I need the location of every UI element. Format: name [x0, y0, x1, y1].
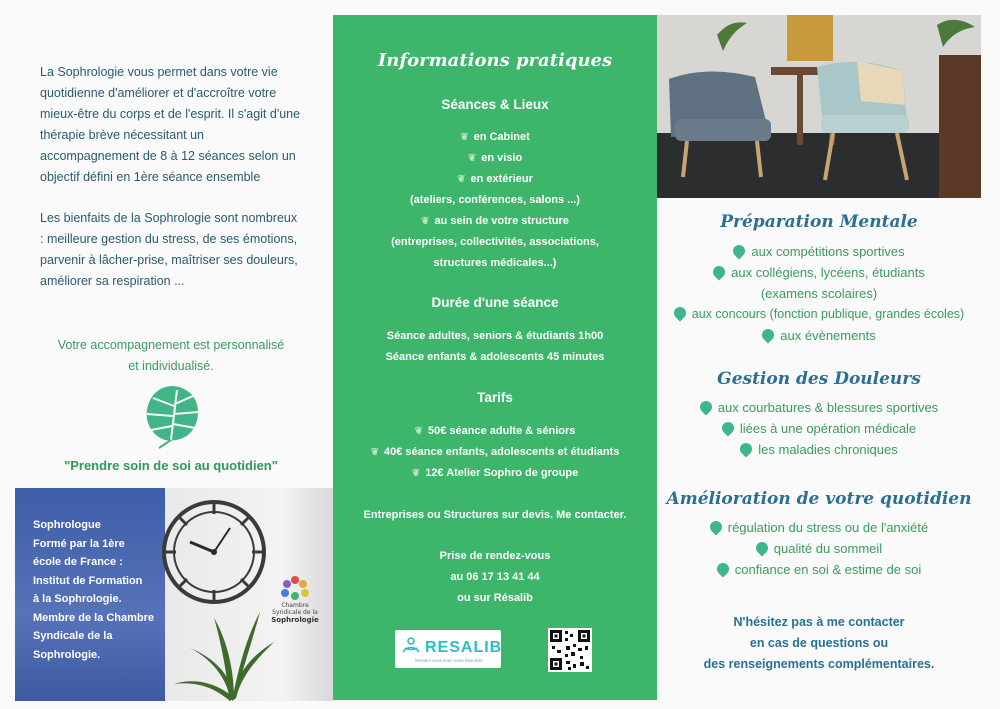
- armchairs-photo: [657, 15, 981, 198]
- seance-label: en extérieur: [470, 173, 533, 185]
- tarif-label: 40€ séance enfants, adolescents et étudiants: [384, 446, 620, 458]
- personalized-line-2: et individualisé.: [128, 359, 214, 373]
- entreprises-note: Entreprises ou Structures sur devis. Me contacter.: [363, 509, 627, 521]
- phone-number[interactable]: au 06 17 13 41 44: [450, 571, 540, 583]
- armchairs-illustration: [657, 15, 981, 198]
- douleur-label: aux courbatures & blessures sportives: [717, 400, 939, 415]
- seance-label: en Cabinet: [473, 131, 530, 143]
- tagline-quote: "Prendre soin de soi au quotidien": [64, 458, 278, 473]
- duree-item: Séance enfants & adolescents 45 minutes: [385, 351, 605, 363]
- seance-detail: (entreprises, collectivités, associations,: [391, 236, 599, 248]
- credential-line: Membre de la Chambre: [33, 611, 155, 624]
- qr-code-icon[interactable]: [548, 628, 592, 672]
- leaf-icon: [711, 264, 728, 281]
- leaf-icon: [697, 399, 714, 416]
- seance-detail: structures médicales...): [433, 257, 557, 269]
- quotidien-item: [657, 559, 981, 580]
- contact-line: des renseignements complémentaires.: [703, 657, 935, 671]
- seances-title: Séances & Lieux: [441, 97, 549, 112]
- cabinet-photo: [15, 488, 333, 701]
- douleur-item: [657, 397, 981, 418]
- douleurs-title: Gestion des Douleurs: [717, 369, 921, 389]
- leaf-icon: ❦: [421, 216, 430, 227]
- credential-line: école de France :: [33, 556, 123, 568]
- douleur-label: les maladies chroniques: [758, 442, 898, 457]
- chambre-syndicale-logo: [265, 566, 325, 626]
- prep-title: Préparation Mentale: [720, 212, 918, 232]
- prep-label: aux concours (fonction publique, grandes écoles): [691, 307, 965, 321]
- duree-item: Séance adultes, seniors & étudiants 1h00: [386, 330, 604, 342]
- leaf-icon: ❦: [370, 447, 379, 458]
- seance-item: [333, 148, 657, 169]
- prep-item: [657, 241, 981, 262]
- rdv-line: Prise de rendez-vous: [439, 550, 551, 562]
- prep-label: aux évènements: [780, 328, 876, 343]
- seance-item: [333, 169, 657, 190]
- prep-label: aux collégiens, lycéens, étudiants: [731, 265, 925, 280]
- leaf-icon: ❦: [457, 174, 466, 185]
- quotidien-item: [657, 517, 981, 538]
- duree-title: Durée d'une séance: [431, 295, 559, 310]
- resalib-wordmark: RESALIB: [425, 639, 503, 656]
- seance-label: au sein de votre structure: [434, 215, 569, 227]
- personalized-note: [40, 335, 302, 377]
- quotidien-label: confiance en soi & estime de soi: [734, 562, 922, 577]
- tarifs-title: Tarifs: [477, 390, 513, 405]
- leaf-icon: [760, 327, 777, 344]
- douleur-item: [657, 439, 981, 460]
- contact-line: en cas de questions ou: [749, 636, 889, 650]
- credential-line: Sophrologie.: [33, 648, 101, 661]
- leaf-icon: [738, 441, 755, 458]
- wall-clock-icon: [160, 498, 268, 606]
- tarif-label: 12€ Atelier Sophro de groupe: [425, 467, 579, 479]
- prep-item: [657, 325, 981, 346]
- logo-text: Sophrologie: [271, 616, 319, 624]
- credential-line: Formé par la 1ère: [33, 537, 125, 550]
- tarif-item: [333, 442, 657, 463]
- prep-detail: (examens scolaires): [760, 286, 878, 301]
- leaf-icon: ❦: [411, 468, 421, 479]
- logo-text: Syndicale de la: [272, 609, 318, 616]
- tarif-item: [333, 421, 657, 442]
- quotidien-label: qualité du sommeil: [773, 541, 883, 556]
- resalib-tagline: Rendez-vous avec votre bien-être: [415, 658, 483, 663]
- sophrologist-credentials: [33, 516, 163, 664]
- logo-text: Chambre: [281, 602, 309, 609]
- left-panel: [0, 0, 335, 709]
- douleur-label: liées à une opération médicale: [739, 421, 917, 436]
- info-panel: [333, 15, 657, 700]
- resalib-logo[interactable]: [395, 630, 501, 668]
- leaf-icon: [714, 561, 731, 578]
- leaf-icon: [719, 420, 736, 437]
- douleur-item: [657, 418, 981, 439]
- prep-item: [657, 304, 981, 325]
- seance-item: [333, 211, 657, 232]
- credential-line: Sophrologue: [33, 519, 101, 531]
- tarif-item: [333, 463, 657, 484]
- prep-label: aux compétitions sportives: [751, 244, 905, 259]
- intro-paragraph: La Sophrologie vous permet dans votre vie quotidienne d'améliorer et d'accroître votre mieux-être du corps et de l'esprit. Il s'agit d'une thérapie brève nécessitant un accompagnement de 8 à 12 séances selon un objectif défini en 1ère séance ensemble: [40, 65, 301, 184]
- quotidien-item: [657, 538, 981, 559]
- contact-invitation: [657, 612, 981, 675]
- credential-line: à la Sophrologie.: [33, 593, 122, 605]
- seance-item: [333, 127, 657, 148]
- prep-item: [657, 262, 981, 283]
- info-title: Informations pratiques: [377, 50, 613, 71]
- quotidien-title: Amélioration de votre quotidien: [666, 489, 972, 509]
- contact-line: N'hésitez pas à me contacter: [733, 615, 905, 629]
- seance-detail: (ateliers, conférences, salons ...): [410, 194, 580, 206]
- personalized-line-1: Votre accompagnement est personnalisé: [57, 338, 285, 352]
- leaf-icon: ❦: [460, 132, 469, 143]
- leaf-icon: [707, 519, 724, 536]
- quotidien-label: régulation du stress ou de l'anxiété: [727, 520, 929, 535]
- resalib-lotus-icon: [401, 636, 421, 656]
- leaf-icon: [671, 305, 688, 322]
- rdv-line: ou sur Résalib: [457, 592, 533, 604]
- monstera-leaf-icon: [143, 382, 203, 450]
- seance-label: en visio: [481, 152, 523, 164]
- leaf-icon: ❦: [467, 153, 477, 164]
- credential-line: Institut de Formation: [33, 574, 143, 587]
- credential-line: Syndicale de la: [33, 630, 113, 642]
- leaf-icon: [731, 243, 748, 260]
- tarif-label: 50€ séance adulte & séniors: [428, 425, 576, 437]
- leaf-icon: [753, 540, 770, 557]
- benefits-paragraph: Les bienfaits de la Sophrologie sont nombreux : meilleure gestion du stress, de ses émotions, parvenir à lâcher-prise, maîtriser ses douleurs, améliorer sa respiration ...: [40, 211, 298, 288]
- right-panel: [657, 0, 1000, 709]
- leaf-icon: ❦: [414, 426, 424, 437]
